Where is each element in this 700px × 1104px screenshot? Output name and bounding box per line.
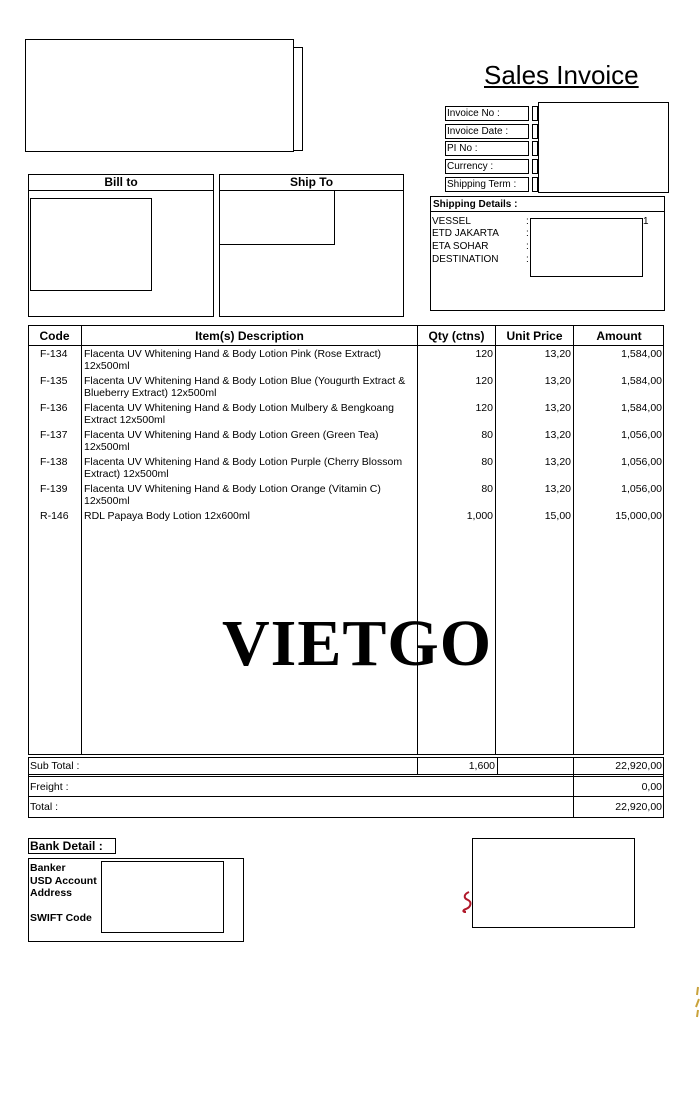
- banker-label: Banker: [30, 862, 66, 874]
- row-description: Flacenta UV Whitening Hand & Body Lotion Mulbery & Bengkoang Extract 12x500ml: [84, 402, 394, 426]
- bank-detail-heading: Bank Detail :: [30, 839, 103, 853]
- invoice-meta-redacted: [538, 102, 669, 193]
- ship-to-redacted: [219, 190, 335, 245]
- row-code: F-139: [40, 483, 68, 495]
- row-amount: 1,056,00: [621, 456, 662, 468]
- stamp-edge-fragment: [692, 985, 700, 1019]
- col-header-description: Item(s) Description: [195, 329, 304, 343]
- row-qty: 80: [481, 483, 493, 495]
- row-description: Flacenta UV Whitening Hand & Body Lotion Orange (Vitamin C) 12x500ml: [84, 483, 381, 507]
- table-row: [0, 483, 700, 510]
- page-title: Sales Invoice: [484, 60, 639, 90]
- row-amount: 1,056,00: [621, 483, 662, 495]
- destination-colon: :: [526, 254, 529, 265]
- eta-label: ETA SOHAR: [432, 241, 489, 252]
- table-row: [0, 348, 700, 375]
- table-header-divider: [28, 345, 664, 346]
- totals-col-divider: [497, 757, 498, 775]
- freight-label: Freight :: [30, 781, 69, 793]
- row-code: F-137: [40, 429, 68, 441]
- col-header-amount: Amount: [596, 329, 642, 343]
- total-label: Total :: [30, 801, 59, 813]
- totals-divider: [28, 796, 664, 797]
- shipping-values-redacted: [530, 218, 643, 277]
- ship-to-heading: Ship To: [220, 175, 403, 191]
- table-row: [0, 429, 700, 456]
- etd-colon: :: [526, 228, 529, 239]
- vietgo-watermark: VIETGO: [222, 607, 493, 680]
- etd-label: ETD JAKARTA: [432, 228, 499, 239]
- row-description: Flacenta UV Whitening Hand & Body Lotion Pink (Rose Extract) 12x500ml: [84, 348, 382, 372]
- totals-divider: [28, 776, 664, 777]
- totals-col-divider: [417, 757, 418, 775]
- row-unit-price: 13,20: [544, 456, 571, 468]
- row-qty: 1,000: [466, 510, 493, 522]
- row-amount: 1,056,00: [621, 429, 662, 441]
- destination-label: DESTINATION: [432, 254, 499, 265]
- row-unit-price: 13,20: [544, 348, 571, 360]
- usd-account-label: USD Account: [30, 875, 97, 887]
- totals-block: [28, 757, 664, 818]
- row-code: F-134: [40, 348, 68, 360]
- row-qty: 120: [475, 402, 493, 414]
- vessel-label: VESSEL: [432, 216, 471, 227]
- bill-to-heading: Bill to: [29, 175, 213, 191]
- table-row: [0, 402, 700, 429]
- sub-total-qty: 1,600: [468, 760, 495, 772]
- row-description: Flacenta UV Whitening Hand & Body Lotion Purple (Cherry Blossom Extract) 12x500ml: [84, 456, 403, 480]
- row-description: Flacenta UV Whitening Hand & Body Lotion Blue (Yougurth Extract & Blueberry Extract) 12x500ml: [84, 375, 406, 399]
- bank-values-redacted: [101, 861, 224, 933]
- company-block-redacted: [25, 39, 294, 152]
- sub-total-label: Sub Total :: [30, 760, 80, 772]
- total-amount: 22,920,00: [615, 801, 662, 813]
- invoice-date-label: Invoice Date :: [445, 124, 529, 139]
- invoice-no-label: Invoice No :: [445, 106, 529, 121]
- vessel-value-tail: 1: [643, 216, 649, 227]
- row-qty: 80: [481, 429, 493, 441]
- currency-label: Currency :: [445, 159, 529, 174]
- vessel-colon: :: [526, 216, 529, 227]
- row-unit-price: 13,20: [544, 429, 571, 441]
- row-code: F-136: [40, 402, 68, 414]
- shipping-details-divider: [430, 211, 665, 212]
- row-amount: 1,584,00: [621, 402, 662, 414]
- row-amount: 1,584,00: [621, 348, 662, 360]
- row-qty: 120: [475, 348, 493, 360]
- signature-redacted: [472, 838, 635, 928]
- shipping-term-label: Shipping Term :: [445, 177, 529, 192]
- row-qty: 80: [481, 456, 493, 468]
- table-row: [0, 375, 700, 402]
- totals-col-divider: [573, 757, 574, 818]
- row-code: R-146: [40, 510, 69, 522]
- row-amount: 1,584,00: [621, 375, 662, 387]
- shipping-details-heading: Shipping Details :: [433, 199, 518, 210]
- row-description: RDL Papaya Body Lotion 12x600ml: [84, 510, 250, 522]
- row-unit-price: 13,20: [544, 375, 571, 387]
- row-unit-price: 13,20: [544, 483, 571, 495]
- address-label: Address: [30, 887, 73, 899]
- table-row: [0, 510, 700, 537]
- pi-no-label: PI No :: [445, 141, 529, 156]
- sub-total-amount: 22,920,00: [615, 760, 662, 772]
- table-row: [0, 456, 700, 483]
- eta-colon: :: [526, 241, 529, 252]
- totals-divider: [28, 774, 664, 775]
- freight-amount: 0,00: [641, 781, 662, 793]
- row-amount: 15,000,00: [615, 510, 662, 522]
- col-header-code: Code: [39, 329, 70, 343]
- bill-to-redacted: [30, 198, 152, 291]
- row-qty: 120: [475, 375, 493, 387]
- swift-code-label: SWIFT Code: [30, 912, 92, 924]
- row-code: F-138: [40, 456, 68, 468]
- row-unit-price: 15,00: [544, 510, 571, 522]
- row-unit-price: 13,20: [544, 402, 571, 414]
- col-header-qty: Qty (ctns): [428, 329, 485, 343]
- col-header-unit-price: Unit Price: [506, 329, 563, 343]
- row-code: F-135: [40, 375, 68, 387]
- row-description: Flacenta UV Whitening Hand & Body Lotion Green (Green Tea) 12x500ml: [84, 429, 379, 453]
